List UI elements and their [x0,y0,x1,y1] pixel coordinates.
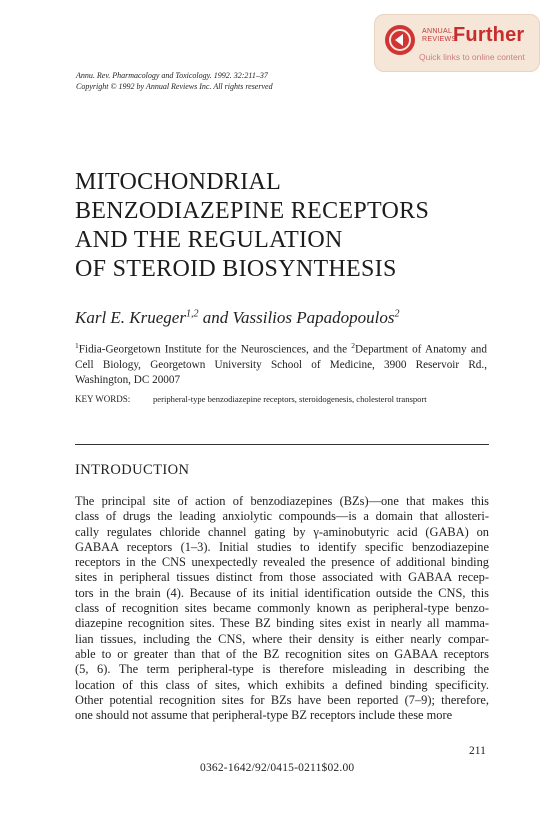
footer-price-code: 0362-1642/92/0415-0211$02.00 [200,762,355,774]
body-line: able to or greater than that of the BZ recognition sites on GABAA receptors [75,646,489,661]
wordmark-line-reviews: REVIEWS [422,36,457,43]
title-line: OF STEROID BIOSYNTHESIS [75,256,397,282]
journal-citation [76,70,273,92]
annual-reviews-further-badge[interactable] [374,14,540,72]
body-line: tors in the brain (4). Because of its initial identification outside the CNS, this [75,585,489,600]
further-subtitle: Quick links to online content [419,52,525,62]
body-line: (5, 6). The term peripheral-type is therefore misleading in describing the [75,662,489,677]
title-line: BENZODIAZEPINE RECEPTORS [75,198,430,224]
body-line: lian tissues, including the CNS, where their density is either nearly compar- [75,631,489,646]
body-line: class of drugs the leading anxiolytic compounds—is a domain that allosteri- [75,509,489,524]
body-line: Other potential recognition sites for BZs have been reported (7–9); therefore, [75,692,489,707]
article-title [75,168,429,284]
authors [75,308,399,328]
further-label: Further [453,24,525,46]
affil-text: Department of Anatomy and Cell Biology, Georgetown University School of Medicine, 3900 Reservoir Rd., Washington, DC 20007 [75,343,487,386]
title-line: MITOCHONDRIAL [75,169,282,195]
body-line: The principal site of action of benzodiazepines (BZs)—one that makes this [75,494,489,508]
author-name: Karl E. Krueger [75,308,186,327]
copyright-line: Copyright © 1992 by Annual Reviews Inc. All rights reserved [76,82,273,91]
affil-text: Fidia-Georgetown Institute for the Neurosciences, and the [78,343,352,356]
author-conjunction: and [198,308,233,327]
keywords-label: KEY WORDS: [75,394,131,404]
affil-sup: 2 [351,341,356,350]
affil-sup: 1 [75,341,79,350]
body-line: one should not assume that peripheral-type BZ receptors include these more [75,708,453,723]
author-affil-sup: 2 [394,308,400,320]
annual-reviews-wordmark [422,28,456,44]
body-line: cally regulates chloride channel gating by γ-aminobutyric acid (GABA) on [75,524,489,539]
author-name: Vassilios Papadopoulos [232,308,395,327]
wordmark-line-annual: ANNUAL [422,28,453,35]
journal-citation-line: Annu. Rev. Pharmacology and Toxicology. 1992. 32:211–37 [76,71,268,80]
body-line: class of recognition sites became commonly known as peripheral-type benzo- [75,601,489,616]
annual-reviews-logo-icon [385,25,415,55]
page-number: 211 [469,745,486,757]
keywords-text: peripheral-type benzodiazepine receptors, steroidogenesis, cholesterol transport [153,394,427,404]
body-line: location of this class of sites, which exhibits a defined binding specificity. [75,677,489,692]
body-paragraph [75,494,489,723]
affiliation [75,338,487,388]
body-line: diazepine recognition sites. These BZ binding sites exist in nearly all mamma- [75,616,489,631]
section-divider [75,444,489,445]
author-affil-sup: 1,2 [185,308,199,320]
body-line: sites in peripheral tissues distinct from those associated with GABAA recep- [75,570,489,585]
title-line: AND THE REGULATION [75,227,343,253]
section-heading: INTRODUCTION [75,462,190,478]
body-line: GABAA receptors (1–3). Initial studies to identify specific benzodiazepine [75,539,489,554]
body-line: receptors in the CNS unexpectedly revealed the presence of additional binding [75,555,489,570]
